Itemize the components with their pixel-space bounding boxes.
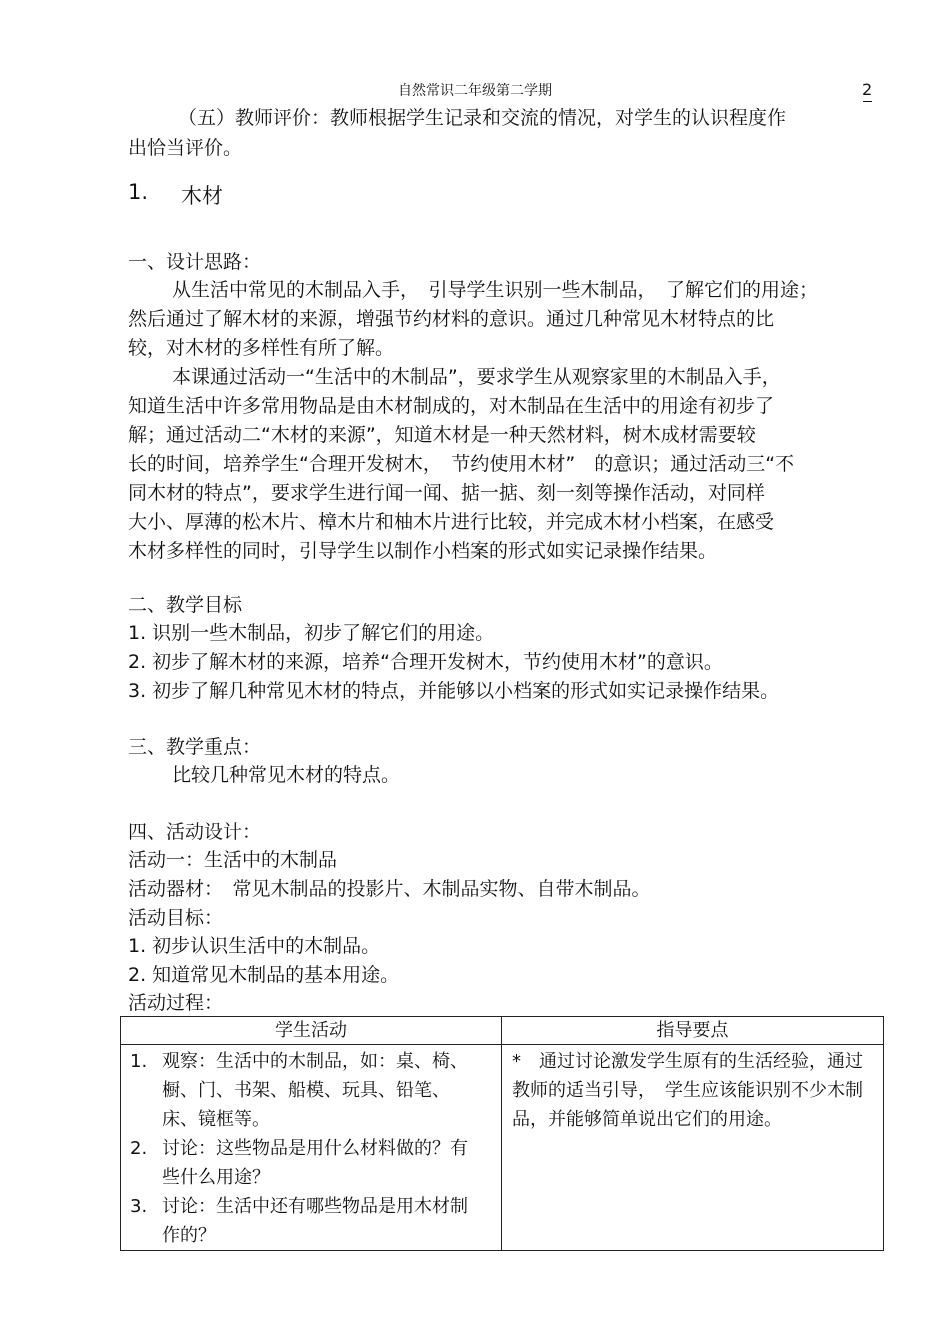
activity-materials: 活动器材： 常见木制品的投影片、木制品实物、自带木制品。 — [128, 878, 651, 900]
step-text: 讨论：这些物品是用什么材料做的？有些什么用途？ — [162, 1138, 468, 1188]
design-line: 同木材的特点”，要求学生进行闻一闻、掂一掂、刻一刻等操作活动，对同样 — [128, 482, 765, 504]
student-activity-cell — [121, 1045, 502, 1251]
focus-text: 比较几种常见木材的特点。 — [172, 764, 401, 786]
design-line: 木材多样性的同时，引导学生以制作小档案的形式如实记录操作结果。 — [128, 540, 718, 562]
activity-title: 活动一：生活中的木制品 — [128, 849, 338, 871]
activity-table — [120, 1016, 884, 1251]
step-number: 1. — [130, 1051, 148, 1072]
column-header-guidance: 指导要点 — [502, 1017, 884, 1045]
step-list — [121, 1047, 501, 1250]
lesson-title: 木材 — [181, 184, 223, 208]
design-line: 大小、厚薄的松木片、樟木片和柚木片进行比较，并完成木材小档案，在感受 — [128, 511, 775, 533]
guidance-cell — [502, 1045, 884, 1251]
activity-goal-item: 1. 初步认识生活中的木制品。 — [128, 935, 381, 957]
running-header: 自然常识二年级第二学期 — [398, 83, 552, 99]
section-heading-focus: 三、教学重点： — [128, 736, 262, 758]
step-text: 观察：生活中的木制品，如：桌、椅、橱、门、书架、船模、玩具、铅笔、床、镜框等。 — [162, 1051, 468, 1130]
eval-line-1: （五）教师评价：教师根据学生记录和交流的情况，对学生的认识程度作 — [178, 107, 787, 129]
guidance-text: * 通过讨论激发学生原有的生活经验，通过教师的适当引导， 学生应该能识别不少木制品，并能够简单说出它们的用途。 — [512, 1051, 863, 1130]
page-number-underline — [863, 101, 872, 102]
section-heading-design: 一、设计思路： — [128, 251, 262, 273]
lesson-number: 1. — [128, 180, 149, 204]
eval-line-2: 出恰当评价。 — [128, 137, 243, 159]
activity-process-label: 活动过程： — [128, 992, 224, 1014]
list-item — [121, 1134, 501, 1192]
design-line: 长的时间，培养学生“合理开发树木， 节约使用木材” 的意识；通过活动三“不 — [128, 453, 795, 475]
goal-item: 3. 初步了解几种常见木材的特点，并能够以小档案的形式如实记录操作结果。 — [128, 680, 780, 702]
column-header-student-activity: 学生活动 — [121, 1017, 502, 1045]
page-number: 2 — [862, 80, 873, 99]
design-line: 知道生活中许多常用物品是由木材制成的，对木制品在生活中的用途有初步了 — [128, 395, 775, 417]
table-row — [121, 1045, 884, 1251]
design-line: 较，对木材的多样性有所了解。 — [128, 337, 395, 359]
design-line: 从生活中常见的木制品入手， 引导学生识别一些木制品， 了解它们的用途； — [172, 279, 819, 301]
design-line: 解；通过活动二“木材的来源”，知道木材是一种天然材料，树木成材需要较 — [128, 424, 756, 446]
list-item — [121, 1047, 501, 1134]
step-number: 3. — [130, 1196, 148, 1217]
activity-goal-label: 活动目标： — [128, 907, 224, 929]
design-line: 然后通过了解木材的来源，增强节约材料的意识。通过几种常见木材特点的比 — [128, 308, 775, 330]
goal-item: 1. 识别一些木制品，初步了解它们的用途。 — [128, 622, 495, 644]
step-text: 讨论：生活中还有哪些物品是用木材制作的？ — [162, 1196, 468, 1246]
table-header-row — [121, 1017, 884, 1045]
goal-item: 2. 初步了解木材的来源，培养“合理开发树木，节约使用木材”的意识。 — [128, 651, 723, 673]
design-line: 本课通过活动一“生活中的木制品”，要求学生从观察家里的木制品入手， — [172, 366, 781, 388]
section-heading-goals: 二、教学目标 — [128, 594, 243, 616]
step-number: 2. — [130, 1138, 148, 1159]
activity-goal-item: 2. 知道常见木制品的基本用途。 — [128, 964, 400, 986]
list-item — [121, 1192, 501, 1250]
section-heading-activity: 四、活动设计： — [128, 821, 262, 843]
